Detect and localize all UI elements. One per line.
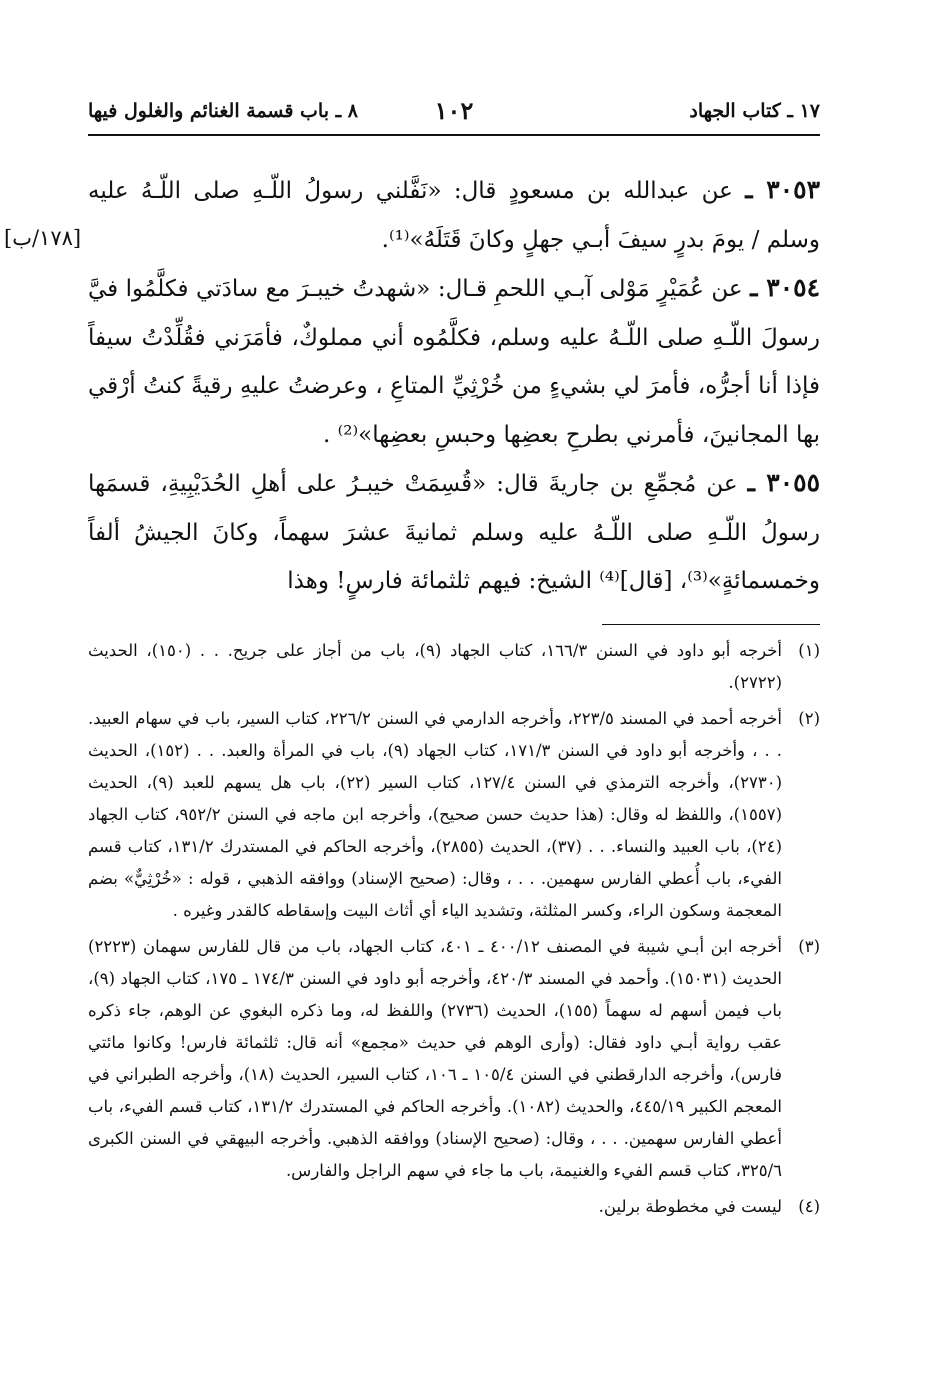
footnote-text: ليست في مخطوطة برلين. (598, 1196, 782, 1216)
footnote (88, 703, 820, 927)
footnote-text: أخرجه أبو داود في السنن ١٦٦/٣، كتاب الجهاد (٩)، باب من أجاز على جريح. . . (١٥٠)، الحديث (٢٧٢٢). (88, 640, 782, 692)
footnote-separator-wrap (88, 606, 820, 635)
main-text (4, 166, 821, 606)
footnote-label: (٣) (798, 936, 820, 956)
hadith-3053 (88, 166, 820, 264)
hadith-number: ٣٠٥٥ ـ (747, 468, 820, 497)
footnote-label: (٤) (798, 1196, 820, 1216)
footnote (88, 635, 820, 699)
manuscript-folio-note: [١٧٨/ب] (4, 226, 82, 250)
footnote-label: (١) (798, 640, 820, 660)
footnote (88, 931, 820, 1187)
hadith-3055 (88, 459, 820, 606)
footnote (88, 1191, 820, 1223)
book-page (4, 96, 821, 1346)
hadith-3054 (88, 264, 820, 459)
footnote-separator (602, 624, 820, 625)
footnote-text: أخرجه أحمد في المسند ٢٢٣/٥، وأخرجه الدارمي في السنن ٢٢٦/٢، كتاب السير، باب في سهام العبيد. . . ، وأخرجه أبو داود في السنن ١٧١/٣، كتاب الجهاد (٩)، باب في المرأة والعبد. . . (١٥٢)، الحديث (٢٧٣٠)، وأخرجه الترمذي في السنن ١٢٧/٤، كتاب السير (٢٢)، باب هل يسهم للعبد (٩)، الحديث (١٥٥٧)، واللفظ له وقال: (هذا حديث حسن صحيح)، وأخرجه ابن ماجه في السنن ٩٥٢/٢، كتاب الجهاد (٢٤)، باب العبيد والنساء. . . (٣٧)، الحديث (٢٨٥٥)، وأخرجه الحاكم في المستدرك ١٣١/٢، كتاب قسم الفيء، باب أُعطي الفارس سهمين. . . ، وقال: (صحيح الإسناد) ووافقه الذهبي ، قوله : «خُرْثِيٌّ» بضم المعجمة وسكون الراء، وكسر المثلثة، وتشديد الياء أي أثاث البيت وإسقاطه كالقدر وغيره . (88, 708, 783, 920)
header-chapter-title: ٨ ـ باب قسمة الغنائم والغلول فيها (88, 100, 359, 122)
hadith-text: عن عبدالله بن مسعودٍ قال: «نَفَّلني رسولُ اللّـهِ صلى اللّـهُ عليه وسلم / يومَ بدرٍ سيفَ أبـي جهلٍ وكانَ قَتَلَهُ»⁽¹⁾. (88, 178, 820, 253)
running-header (88, 96, 820, 136)
hadith-number: ٣٠٥٤ ـ (750, 273, 821, 302)
footnotes (88, 635, 820, 1223)
page-number: ١٠٢ (434, 96, 474, 125)
hadith-text: عن عُمَيْرٍ مَوْلى آبـي اللحمِ قـال: «شهدتُ خيبـرَ مع سادَتي فكلَّمُوا فيَّ رسولَ اللّـهِ صلى اللّـهُ عليه وسلم، فكلَّمُوه أني مملوكٌ، فأمَرَني فقُلِّدْتُ سيفاً فإذا أنا أجرُّه، فأمرَ لي بشيءٍ من خُرْثِيِّ المتاعِ ، وعرضتُ عليهِ رقيةً كنتُ أرْقي بها المجانينَ، فأمرني بطرحِ بعضِها وحبسِ بعضِها»⁽²⁾ . (88, 276, 820, 448)
footnote-text: أخرجه ابن أبـي شيبة في المصنف ٤٠٠/١٢ ـ ٤٠١، كتاب الجهاد، باب من قال للفارس سهمان (٢٢٢٣) الحديث (١٥٠٣١). وأحمد في المسند ٤٢٠/٣، وأخرجه أبو داود في السنن ١٧٤/٣ ـ ١٧٥، كتاب الجهاد (٩)، باب فيمن أسهم له سهماً (١٥٥)، الحديث (٢٧٣٦) واللفظ له، وما ذكره البغوي عن الوهم، جاء ذكره عقب رواية أبـي داود فقال: (وأرى الوهم في حديث «مجمع» أنه قال: ثلثمائة فارس! وكانوا مائتي فارس)، وأخرجه الدارقطني في السنن ١٠٥/٤ ـ ١٠٦، كتاب السير، الحديث (١٨)، وأخرجه الطبراني في المعجم الكبير ٤٤٥/١٩، والحديث (١٠٨٢). وأخرجه الحاكم في المستدرك ١٣١/٢، كتاب قسم الفيء، باب أعطي الفارس سهمين. . . ، وقال: (صحيح الإسناد) ووافقه الذهبي. وأخرجه البيهقي في السنن الكبرى ٣٢٥/٦، كتاب قسم الفيء والغنيمة، باب ما جاء في سهم الراجل والفارس. (88, 936, 783, 1180)
header-book-title: ١٧ ـ كتاب الجهاد (689, 100, 820, 122)
footnote-label: (٢) (798, 708, 820, 728)
hadith-number: ٣٠٥٣ ـ (745, 175, 820, 204)
hadith-text: عن مُجمِّعِ بن جاريةَ قال: «قُسِمَتْ خيبـرُ على أهلِ الحُدَيْبِيةِ، قسمَها رسولُ اللّـهِ صلى اللّـهُ عليه وسلم ثمانيةَ عشرَ سهماً، وكانَ الجيشُ ألفاً وخمسمائةٍ»⁽³⁾، [قال]⁽⁴⁾ الشيخ: فيهم ثلثمائة فارسٍ! وهذا (88, 471, 820, 594)
